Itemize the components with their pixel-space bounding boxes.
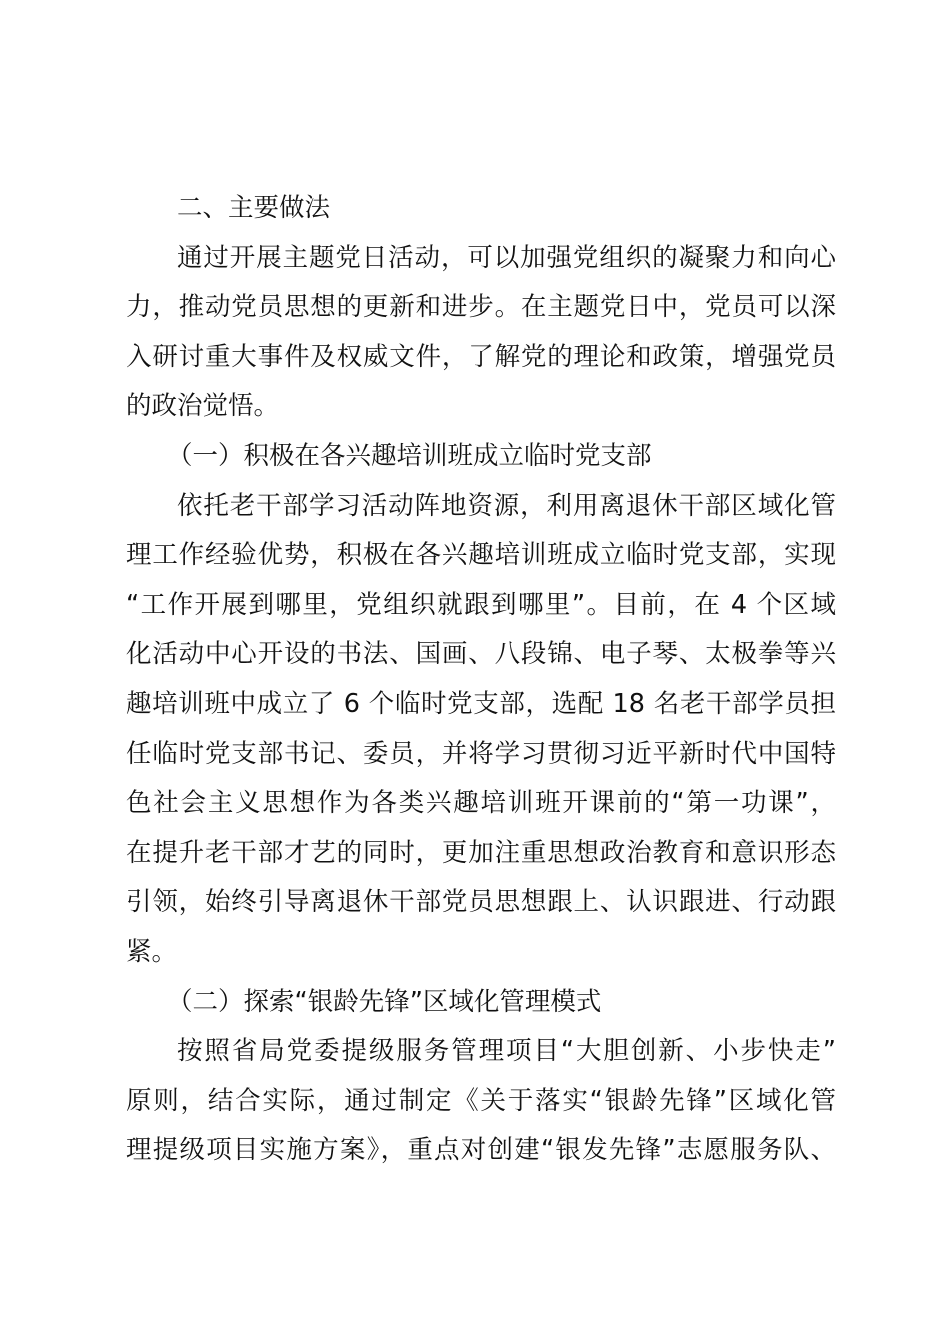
text-line: 的政治觉悟。 [126,391,280,422]
text-line: 依托老干部学习活动阵地资源，利用离退休干部区域化管 [177,490,836,521]
section-heading: 二、主要做法 [177,193,331,223]
text-line: 在提升老干部才艺的同时，更加注重思想政治教育和意识形态 [126,837,836,868]
text-line: 化活动中心开设的书法、国画、八段锦、电子琴、太极拳等兴 [126,639,836,670]
text-line: 通过开展主题党日活动，可以加强党组织的凝聚力和向心 [177,242,836,273]
text-line: 色社会主义思想作为各类兴趣培训班开课前的“第一功课”， [126,788,836,819]
text-line: 趣培训班中成立了 6 个临时党支部，选配 18 名老干部学员担 [126,688,836,719]
subsection-heading-1: （一）积极在各兴趣培训班成立临时党支部 [167,440,652,471]
text-line: 原则，结合实际，通过制定《关于落实“银龄先锋”区域化管 [126,1085,836,1116]
document-body [126,184,836,1176]
text-line: 任临时党支部书记、委员，并将学习贯彻习近平新时代中国特 [126,738,836,769]
text-line: 按照省局党委提级服务管理项目“大胆创新、小步快走” [177,1036,836,1067]
text-line: 理工作经验优势，积极在各兴趣培训班成立临时党支部，实现 [126,540,836,571]
text-line: 引领，始终引导离退休干部党员思想跟上、认识跟进、行动跟 [126,887,836,918]
text-line: 紧。 [126,936,178,967]
text-line: 理提级项目实施方案》，重点对创建“银发先锋”志愿服务队、 [126,1135,836,1166]
paragraph-3 [126,1027,836,1176]
paragraph-2 [126,482,836,978]
text-line: “工作开展到哪里，党组织就跟到哪里”。目前，在 4 个区域 [126,589,836,620]
text-line: 入研讨重大事件及权威文件，了解党的理论和政策，增强党员 [126,341,836,372]
paragraph-1 [126,234,836,432]
subsection-heading-2: （二）探索“银龄先锋”区域化管理模式 [167,986,602,1017]
text-line: 力，推动党员思想的更新和进步。在主题党日中，党员可以深 [126,292,836,323]
